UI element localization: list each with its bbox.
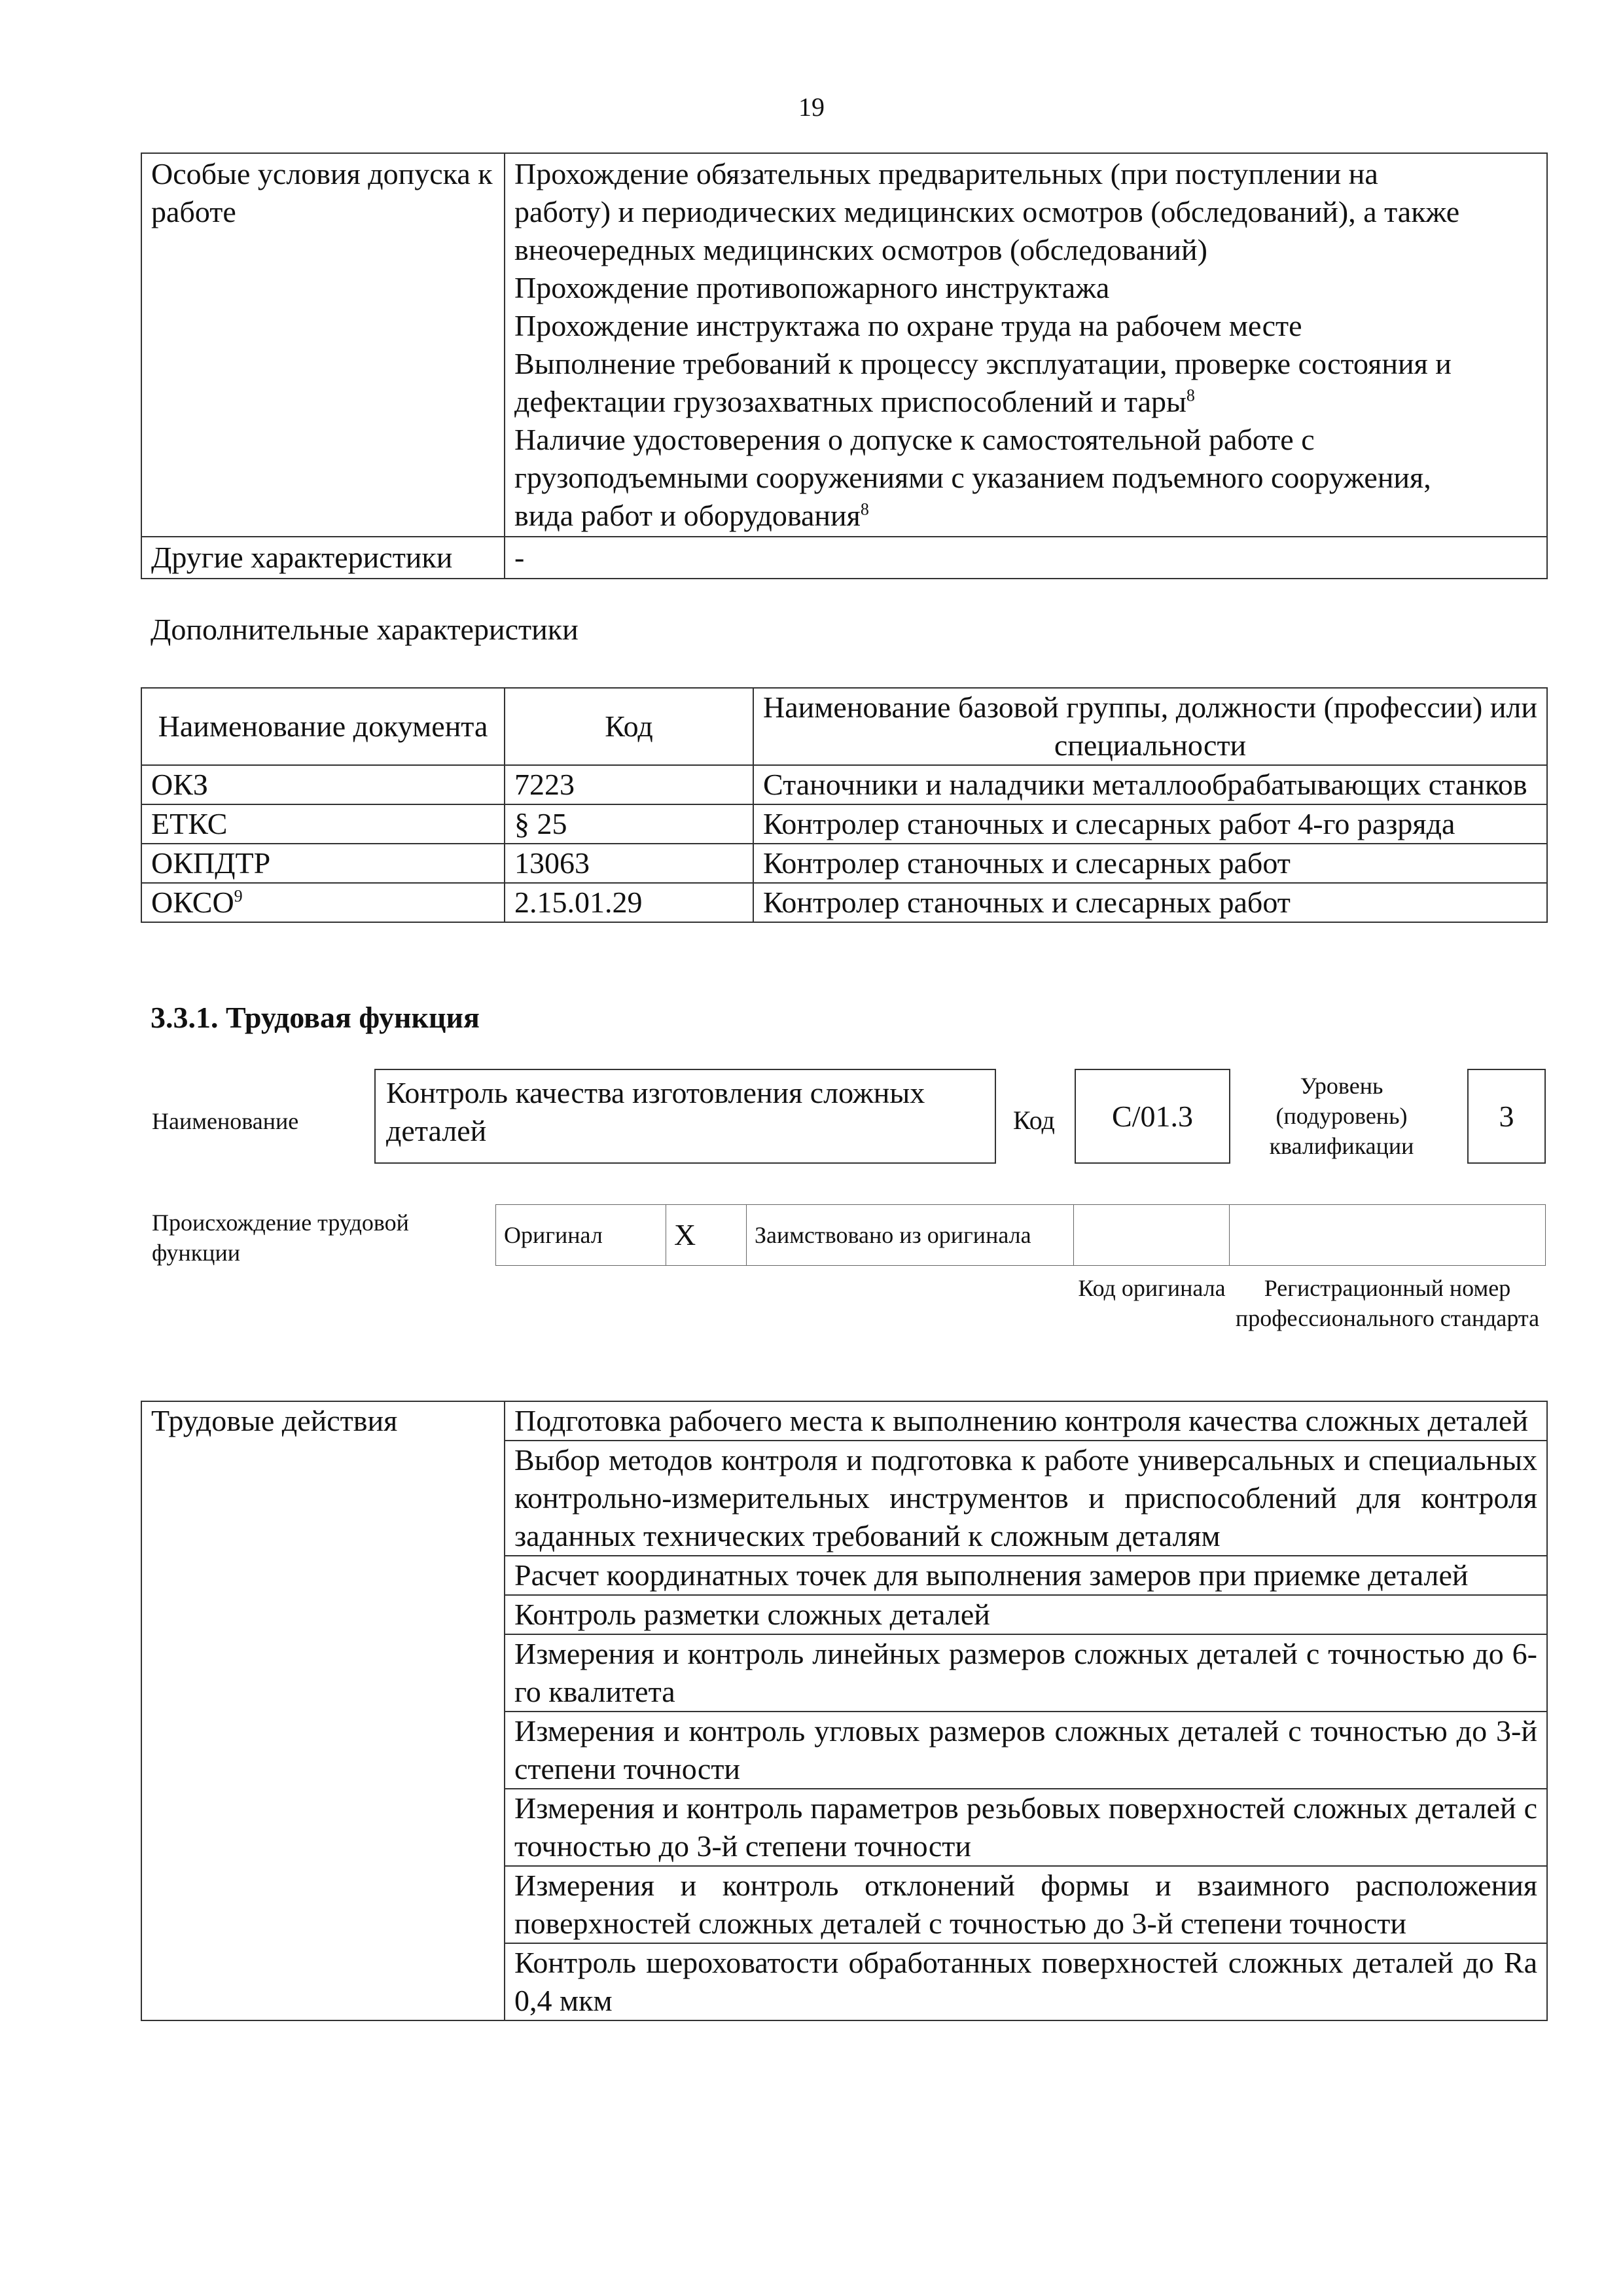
action-item: Измерения и контроль отклонений формы и взаимного расположения поверхностей сложных деталей с точностью до 3-й степени точности: [505, 1866, 1547, 1943]
actions-label: Трудовые действия: [141, 1401, 505, 2020]
original-label: Оригинал: [496, 1205, 666, 1266]
condition-line: работу) и периодических медицинских осмотров (обследований), а также: [514, 195, 1460, 228]
function-name-box: Контроль качества изготовления сложных деталей: [374, 1069, 996, 1164]
condition-line: Прохождение обязательных предварительных (при поступлении на: [514, 157, 1378, 190]
page-number: 19: [798, 92, 825, 122]
row-label: Особые условия допуска к работе: [141, 153, 505, 537]
reg-number-cell: [1230, 1205, 1546, 1266]
condition-line: внеочередных медицинских осмотров (обследований): [514, 233, 1207, 266]
borrowed-label: Заимствовано из оригинала: [747, 1205, 1074, 1266]
action-item: Расчет координатных точек для выполнения замеров при приемке деталей: [505, 1556, 1547, 1595]
table-row: [141, 844, 1547, 883]
condition-text: вида работ и оборудования: [514, 499, 861, 532]
code-original-cell: [1074, 1205, 1230, 1266]
condition-text: дефектации грузозахватных приспособлений и тары: [514, 385, 1186, 418]
level-label: Уровень (подуровень) квалификации: [1269, 1073, 1414, 1159]
reg-number-label: Регистрационный номер профессионального стандарта: [1235, 1275, 1540, 1331]
additional-title: Дополнительные характеристики: [151, 613, 579, 646]
footnote-ref: 8: [860, 499, 869, 519]
footnote-ref: 8: [1186, 386, 1195, 405]
code-original-label: Код оригинала: [1078, 1275, 1226, 1301]
original-mark: X: [666, 1205, 747, 1266]
action-item: Измерения и контроль угловых размеров сложных деталей с точностью до 3-й степени точности: [505, 1712, 1547, 1789]
column-header: Код: [505, 688, 753, 765]
level-value-box: 3: [1467, 1069, 1546, 1164]
table-header-row: [141, 688, 1547, 765]
row-label: Другие характеристики: [141, 537, 505, 579]
action-item: Контроль шероховатости обработанных поверхностей сложных деталей до Ra 0,4 мкм: [505, 1943, 1547, 2020]
table-row: [141, 153, 1547, 537]
doc-cell: [141, 883, 505, 922]
table-row: [141, 1401, 1547, 1441]
name-cell: Контролер станочных и слесарных работ: [753, 844, 1547, 883]
action-item: Контроль разметки сложных деталей: [505, 1595, 1547, 1634]
table-row: [141, 537, 1547, 579]
origin-label: Происхождение трудовой функции: [152, 1210, 409, 1266]
code-cell: § 25: [505, 804, 753, 844]
additional-table: [141, 687, 1548, 923]
origin-table: [495, 1204, 1546, 1266]
actions-table: [141, 1401, 1548, 2021]
doc-cell: ЕТКС: [141, 804, 505, 844]
code-cell: 7223: [505, 765, 753, 804]
action-item: Подготовка рабочего места к выполнению контроля качества сложных деталей: [505, 1401, 1547, 1441]
condition-line: грузоподъемными сооружениями с указанием подъемного сооружения,: [514, 461, 1431, 494]
table-row: [141, 804, 1547, 844]
function-heading: 3.3.1. Трудовая функция: [151, 1001, 480, 1034]
action-item: Измерения и контроль линейных размеров сложных деталей с точностью до 6-го квалитета: [505, 1634, 1547, 1712]
name-cell: Контролер станочных и слесарных работ 4-го разряда: [753, 804, 1547, 844]
code-cell: 13063: [505, 844, 753, 883]
column-header: Наименование документа: [141, 688, 505, 765]
condition-line: [514, 497, 1537, 535]
condition-line: Прохождение противопожарного инструктажа: [514, 271, 1110, 304]
condition-line: Прохождение инструктажа по охране труда на рабочем месте: [514, 309, 1302, 342]
row-value: [505, 153, 1547, 537]
column-header: Наименование базовой группы, должности (профессии) или специальности: [753, 688, 1547, 765]
condition-line: Наличие удостоверения о допуске к самостоятельной работе с: [514, 423, 1315, 456]
name-cell: Контролер станочных и слесарных работ: [753, 883, 1547, 922]
table-row: [141, 765, 1547, 804]
name-label: Наименование: [152, 1108, 299, 1134]
condition-line: [514, 383, 1537, 421]
footnote-ref: 9: [234, 886, 243, 906]
conditions-table: [141, 152, 1548, 579]
code-label: Код: [1013, 1105, 1055, 1135]
condition-line: Выполнение требований к процессу эксплуатации, проверке состояния и: [514, 347, 1452, 380]
doc-text: ОКСО: [151, 886, 234, 919]
name-cell: Станочники и наладчики металлообрабатывающих станков: [753, 765, 1547, 804]
action-item: Измерения и контроль параметров резьбовых поверхностей сложных деталей с точностью до 3-й степени точности: [505, 1789, 1547, 1866]
action-item: Выбор методов контроля и подготовка к работе универсальных и специальных контрольно-измерительных инструментов и приспособлений для контроля заданных технических требований к сложным деталям: [505, 1441, 1547, 1556]
doc-cell: ОКЗ: [141, 765, 505, 804]
doc-cell: ОКПДТР: [141, 844, 505, 883]
function-code-box: C/01.3: [1075, 1069, 1230, 1164]
table-row: [496, 1205, 1546, 1266]
code-cell: 2.15.01.29: [505, 883, 753, 922]
table-row: [141, 883, 1547, 922]
row-value: -: [505, 537, 1547, 579]
